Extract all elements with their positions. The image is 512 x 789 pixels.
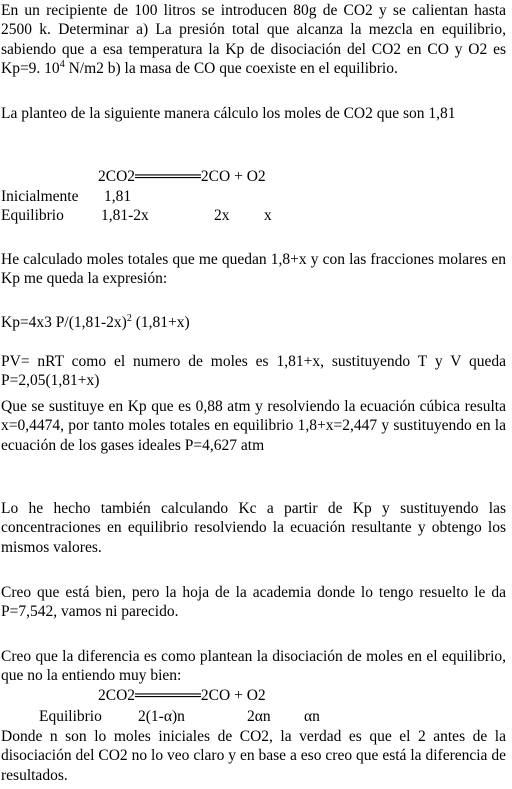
reaction-equation-1: 2CO2══════2CO + O2 [98, 168, 266, 185]
academy-paragraph: Creo que está bien, pero la hoja de la academia donde lo tengo resuelto le da P=7,542, vamos ni parecido. [1, 584, 506, 621]
kp-expression-end: (1,81+x) [131, 314, 190, 331]
kp-exponent: 2 [126, 313, 132, 324]
problem-text-end: N/m2 b) la masa de CO que coexiste en el equilibrio. [64, 60, 398, 78]
pv-paragraph: PV= nRT como el numero de moles es 1,81+x, sustituyendo T y V queda P=2,05(1,81+x) [1, 353, 506, 390]
equilibrium-o2: x [264, 207, 272, 224]
initial-label: Inicialmente [1, 188, 79, 205]
equilibrium-co2: 1,81-2x [101, 207, 149, 224]
equilibrium-co-2: 2αn [247, 708, 271, 725]
closing-paragraph: Donde n son lo moles iniciales de CO2, la verdad es que el 2 antes de la disociación del CO2 no lo veo claro y en base a eso creo que está la diferencia de resultados. [1, 728, 506, 784]
kp-expression-main: Kp=4x3 P/(1,81-2x) [1, 314, 127, 331]
reaction-equation-2: 2CO2══════2CO + O2 [98, 687, 266, 704]
problem-exponent: 4 [59, 59, 65, 71]
totals-paragraph: He calculado moles totales que me quedan 1,8+x y con las fracciones molares en Kp me queda la expresión: [1, 251, 506, 288]
initial-value: 1,81 [104, 188, 132, 205]
equilibrium-label: Equilibrio [1, 207, 64, 224]
equilibrium-o2-2: αn [304, 708, 320, 725]
kp-expression [1, 313, 190, 332]
difference-paragraph: Creo que la diferencia es como plantean la disociación de moles en el equilibrio, que no la entiendo muy bien: [1, 648, 506, 685]
equilibrium-co2-2: 2(1-α)n [138, 708, 185, 725]
problem-text: En un recipiente de 100 litros se introducen 80g de CO2 y se calientan hasta 2500 k. Determinar a) La presión total que alcanza la mezcla en equilibrio, sabiendo que a esa temperatura la Kp de disociación del CO2 en CO y O2 es Kp=9. 10 [1, 2, 506, 78]
equilibrium-label-2: Equilibrio [39, 708, 102, 725]
setup-paragraph: La planteo de la siguiente manera cálculo los moles de CO2 que son 1,81 [1, 105, 456, 122]
equilibrium-co: 2x [214, 207, 230, 224]
substitution-paragraph: Que se sustituye en Kp que es 0,88 atm y resolviendo la ecuación cúbica resulta x=0,4474, por tanto moles totales en equilibrio 1,8+x=2,447 y sustituyendo en la ecuación de los gases ideales P=4,627 atm [1, 398, 506, 454]
problem-statement [1, 1, 506, 79]
kc-paragraph: Lo he hecho también calculando Kc a partir de Kp y sustituyendo las concentraciones en equilibrio resolviendo la ecuación resultante y obtengo los mismos valores. [1, 500, 506, 556]
